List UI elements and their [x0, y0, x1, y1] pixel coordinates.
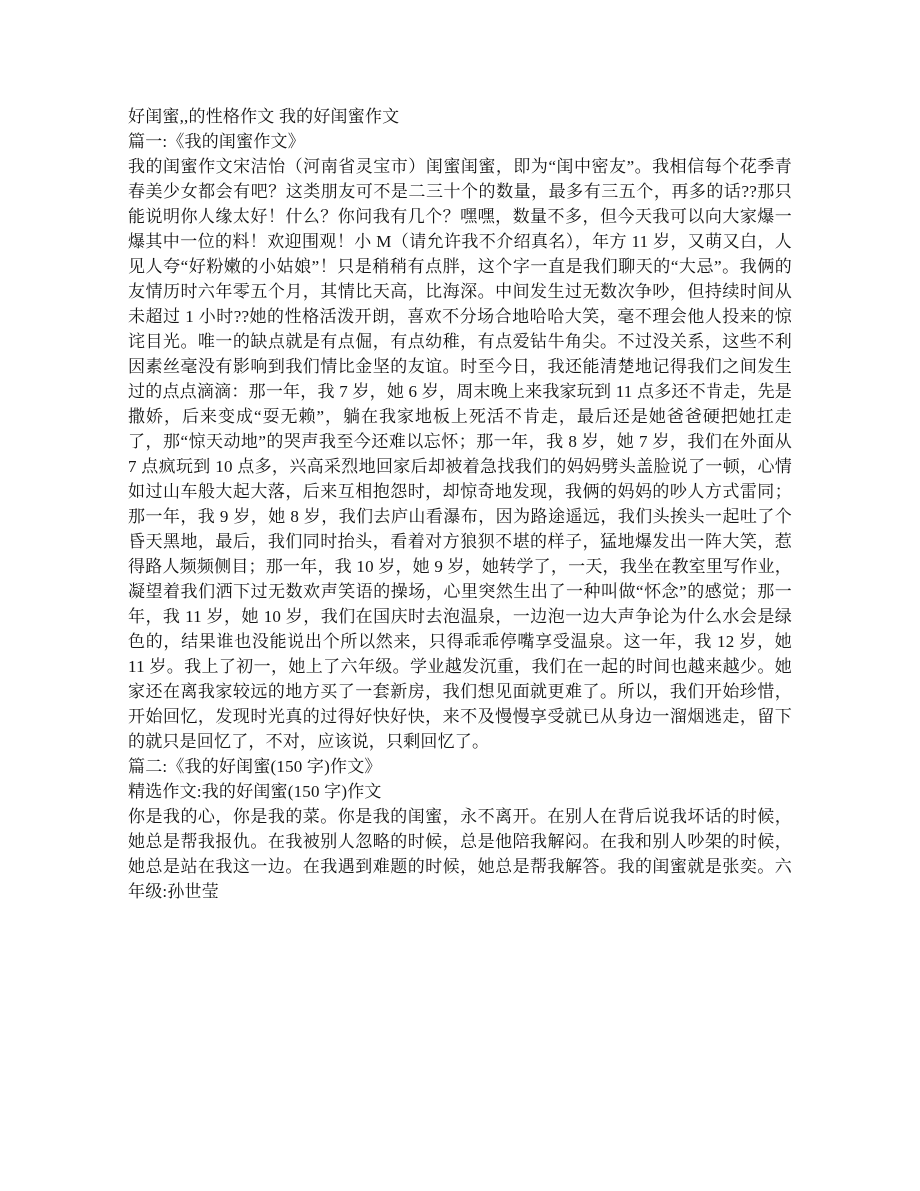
document-title: 好闺蜜,,的性格作文 我的好闺蜜作文: [128, 107, 400, 126]
section1-paragraph: 我的闺蜜作文宋洁怡（河南省灵宝市）闺蜜闺蜜，即为“闺中密友”。我相信每个花季青春美少女都会有吧？这类朋友可不是二三十个的数量，最多有三五个，再多的话??那只能说明你人缘太好！什么？你问我有几个？嘿嘿，数量不多，但今天我可以向大家爆一爆其中一位的料！欢迎围观！小 M（请允许我不介绍真名），年方 11 岁，又萌又白，人见人夸“好粉嫩的小姑娘”！只是稍稍有点胖，这个字一直是我们聊天的“大忌”。我俩的友情历时六年零五个月，其情比天高，比海深。中间发生过无数次争吵，但持续时间从未超过 1 小时??她的性格活泼开朗，喜欢不分场合地哈哈大笑，毫不理会他人投来的惊诧目光。唯一的缺点就是有点倔，有点幼稚，有点爱钻牛角尖。不过没关系，这些不利因素丝毫没有影响到我们情比金坚的友谊。时至今日，我还能清楚地记得我们之间发生过的点点滴滴：那一年，我 7 岁，她 6 岁，周末晚上来我家玩到 11 点多还不肯走，先是撒娇，后来变成“耍无赖”，躺在我家地板上死活不肯走，最后还是她爸爸硬把她扛走了，那“惊天动地”的哭声我至今还难以忘怀；那一年，我 8 岁，她 7 岁，我们在外面从 7 点疯玩到 10 点多，兴高采烈地回家后却被着急找我们的妈妈劈头盖脸说了一顿，心情如过山车般大起大落，后来互相抱怨时，却惊奇地发现，我俩的妈妈的吵人方式雷同；那一年，我 9 岁，她 8 岁，我们去庐山看瀑布，因为路途遥远，我们头挨头一起吐了个昏天黑地，最后，我们同时抬头，看着对方狼狈不堪的样子，猛地爆发出一阵大笑，惹得路人频频侧目；那一年，我 10 岁，她 9 岁，她转学了，一天，我坐在教室里写作业，凝望着我们洒下过无数欢声笑语的操场，心里突然生出了一种叫做“怀念”的感觉；那一年，我 11 岁，她 10 岁，我们在国庆时去泡温泉，一边泡一边大声争论为什么水会是绿色的，结果谁也没能说出个所以然来，只得乖乖停嘴享受温泉。这一年，我 12 岁，她 11 岁。我上了初一，她上了六年级。学业越发沉重，我们在一起的时间也越来越少。她家还在离我家较远的地方买了一套新房，我们想见面就更难了。所以，我们开始珍惜，开始回忆，发现时光真的过得好快好快，来不及慢慢享受就已从身边一溜烟逃走，留下的就只是回忆了，不对，应该说，只剩回忆了。: [128, 157, 792, 751]
section2-heading: 篇二:《我的好闺蜜(150 字)作文》: [128, 757, 382, 776]
section2-subheading: 精选作文:我的好闺蜜(150 字)作文: [128, 782, 382, 801]
section1-heading: 篇一:《我的闺蜜作文》: [128, 132, 305, 151]
section2-paragraph: 你是我的心，你是我的菜。你是我的闺蜜，永不离开。在别人在背后说我坏话的时候，她总是帮我报仇。在我被别人忽略的时候，总是他陪我解闷。在我和别人吵架的时候，她总是站在我这一边。在我遇到难题的时候，她总是帮我解答。我的闺蜜就是张奕。六年级:孙世莹: [128, 807, 792, 901]
